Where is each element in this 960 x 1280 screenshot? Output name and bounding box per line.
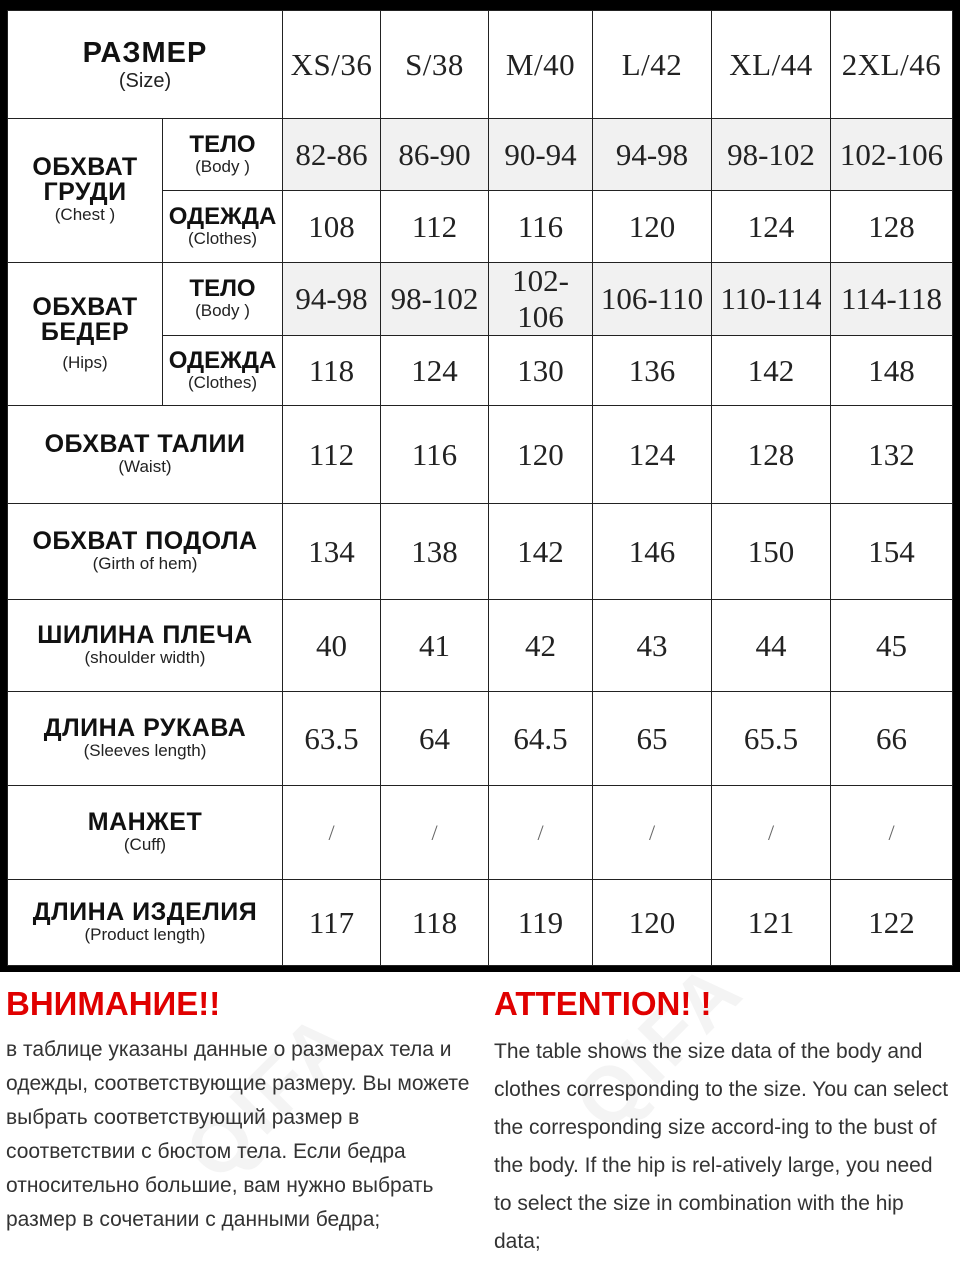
waist-sub: (Waist) [118, 456, 172, 476]
table-cell: 130 [489, 336, 593, 406]
table-cell: 102-106 [489, 263, 593, 336]
table-cell: 117 [283, 880, 381, 966]
table-cell: 45 [831, 600, 953, 692]
size-table [7, 10, 953, 966]
length-sub: (Product length) [84, 924, 206, 944]
table-cell: 124 [712, 191, 831, 263]
size-s: S/38 [381, 11, 489, 119]
table-cell: 82-86 [283, 119, 381, 191]
table-cell: 116 [381, 406, 489, 504]
table-cell: / [593, 786, 712, 880]
cuff-label-cell [8, 786, 283, 880]
cuff-label: МАНЖЕТ [87, 807, 203, 836]
chest-sub: (Chest ) [54, 205, 116, 225]
table-cell: 63.5 [283, 692, 381, 786]
table-cell: 98-102 [712, 119, 831, 191]
table-cell: / [283, 786, 381, 880]
size-header-cell [8, 11, 283, 119]
size-2xl: 2XL/46 [831, 11, 953, 119]
length-label: ДЛИНА ИЗДЕЛИЯ [32, 897, 258, 926]
table-cell: 112 [381, 191, 489, 263]
waist-label: ОБХВАТ ТАЛИИ [44, 429, 246, 458]
table-cell: 64 [381, 692, 489, 786]
hips-body-row [8, 263, 953, 336]
chest-label-cell [8, 119, 163, 263]
table-cell: 110-114 [712, 263, 831, 336]
table-cell: 124 [593, 406, 712, 504]
size-xl: XL/44 [712, 11, 831, 119]
table-cell: 41 [381, 600, 489, 692]
table-cell: 121 [712, 880, 831, 966]
table-cell: 134 [283, 504, 381, 600]
chest-clothes-sub: (Clothes) [188, 228, 257, 248]
table-cell: 64.5 [489, 692, 593, 786]
table-cell: 42 [489, 600, 593, 692]
size-header-row [8, 11, 953, 119]
cuff-sub: (Cuff) [123, 834, 167, 854]
chest-body-sub: (Body ) [195, 156, 250, 176]
table-cell: 40 [283, 600, 381, 692]
table-cell: 65.5 [712, 692, 831, 786]
hem-row [8, 504, 953, 600]
table-cell: 128 [712, 406, 831, 504]
table-cell: 65 [593, 692, 712, 786]
shoulder-sub: (shoulder width) [84, 647, 206, 667]
hips-label: ОБХВАТ БЕДЕР [32, 292, 138, 346]
table-cell: 90-94 [489, 119, 593, 191]
notice-en-title: ATTENTION! ! [494, 985, 712, 1022]
table-cell: 148 [831, 336, 953, 406]
sleeves-sub: (Sleeves length) [83, 740, 207, 760]
size-header-sub: (Size) [118, 69, 172, 92]
table-cell: 132 [831, 406, 953, 504]
cuff-row [8, 786, 953, 880]
table-cell: 146 [593, 504, 712, 600]
hem-label: ОБХВАТ ПОДОЛА [32, 526, 258, 555]
table-cell: / [489, 786, 593, 880]
hips-clothes-label: ОДЕЖДА [168, 346, 277, 374]
waist-label-cell [8, 406, 283, 504]
hips-body-label-cell [163, 263, 283, 336]
table-cell: 120 [593, 191, 712, 263]
table-cell: 44 [712, 600, 831, 692]
sleeves-label-cell [8, 692, 283, 786]
shoulder-row [8, 600, 953, 692]
hips-body-sub: (Body ) [195, 301, 250, 320]
table-cell: 120 [593, 880, 712, 966]
table-cell: 142 [712, 336, 831, 406]
shoulder-label-cell [8, 600, 283, 692]
hips-sub: (Hips) [62, 352, 108, 372]
table-cell: 118 [283, 336, 381, 406]
size-header-label: РАЗМЕР [82, 36, 208, 69]
chest-body-label-cell [163, 119, 283, 191]
sleeves-row [8, 692, 953, 786]
table-cell: / [381, 786, 489, 880]
table-cell: 66 [831, 692, 953, 786]
table-cell: 114-118 [831, 263, 953, 336]
table-cell: 102-106 [831, 119, 953, 191]
table-cell: 154 [831, 504, 953, 600]
table-cell: 108 [283, 191, 381, 263]
table-cell: 43 [593, 600, 712, 692]
notice-ru [6, 985, 484, 1237]
table-cell: / [712, 786, 831, 880]
notice-ru-title: ВНИМАНИЕ!! [6, 985, 221, 1022]
hips-label-cell [8, 263, 163, 406]
notice-en [494, 985, 954, 1261]
size-m: M/40 [489, 11, 593, 119]
notice-section [0, 985, 960, 1280]
table-cell: 136 [593, 336, 712, 406]
length-label-cell [8, 880, 283, 966]
size-l: L/42 [593, 11, 712, 119]
table-cell: 112 [283, 406, 381, 504]
hips-clothes-label-cell [163, 336, 283, 406]
table-cell: 128 [831, 191, 953, 263]
table-cell: 138 [381, 504, 489, 600]
chest-label: ОБХВАТ ГРУДИ [32, 153, 138, 207]
hips-clothes-sub: (Clothes) [188, 372, 257, 392]
table-cell: 119 [489, 880, 593, 966]
table-cell: / [831, 786, 953, 880]
table-cell: 120 [489, 406, 593, 504]
table-cell: 142 [489, 504, 593, 600]
table-cell: 150 [712, 504, 831, 600]
waist-row [8, 406, 953, 504]
notice-en-body: The table shows the size data of the body and clothes corresponding to the size. You can select the corresponding size accord-ing to the bust of the body. If the hip is rel-atively large, you need to select the size in combination with the hip data; [494, 1040, 949, 1253]
chest-clothes-label-cell [163, 191, 283, 263]
hem-label-cell [8, 504, 283, 600]
table-cell: 122 [831, 880, 953, 966]
table-cell: 116 [489, 191, 593, 263]
hem-sub: (Girth of hem) [92, 553, 198, 573]
chest-clothes-label: ОДЕЖДА [168, 202, 277, 230]
table-cell: 86-90 [381, 119, 489, 191]
chest-body-label: ТЕЛО [189, 130, 256, 158]
shoulder-label: ШИЛИНА ПЛЕЧА [37, 620, 253, 649]
length-row [8, 880, 953, 966]
table-cell: 106-110 [593, 263, 712, 336]
table-cell: 124 [381, 336, 489, 406]
table-cell: 94-98 [593, 119, 712, 191]
chest-body-row [8, 119, 953, 191]
hips-body-label: ТЕЛО [189, 275, 256, 302]
size-xs: XS/36 [283, 11, 381, 119]
table-cell: 94-98 [283, 263, 381, 336]
notice-ru-body: в таблице указаны данные о размерах тела и одежды, соответствующие размеру. Вы можете выбрать соответствующий размер в соответствии с бюстом тела. Если бедра относительно большие, вам нужно выбрать размер в сочетании с данными бедра; [6, 1038, 470, 1231]
table-cell: 118 [381, 880, 489, 966]
sleeves-label: ДЛИНА РУКАВА [43, 713, 247, 742]
table-cell: 98-102 [381, 263, 489, 336]
